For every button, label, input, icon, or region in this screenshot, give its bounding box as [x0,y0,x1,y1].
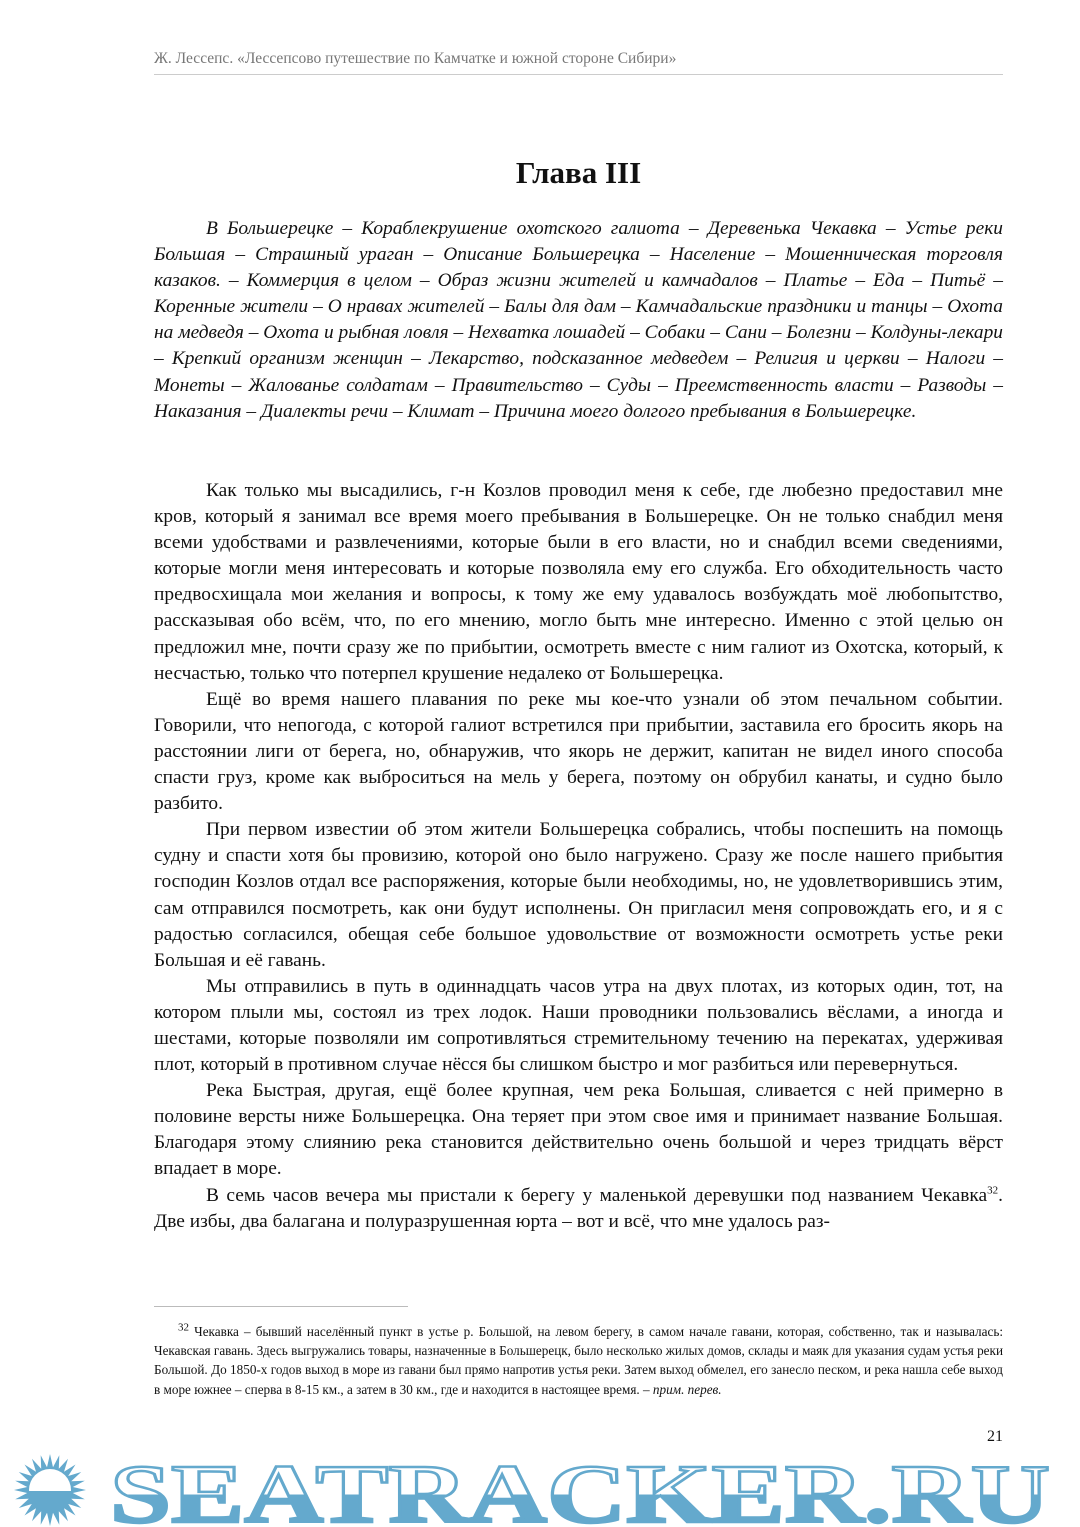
paragraph: Река Быстрая, другая, ещё более крупная, чем река Большая, сливается с ней примерно в половине версты ниже Большерецка. Она теряет при этом свое имя и принимает название Большая. Благодаря этому слиянию река становится действительно очень большой и через тридцать вёрст впадает в море. [154,1080,1003,1180]
footnote-number: 32 [178,1321,189,1334]
watermark-text: SEATRACKER.RU [110,1452,1050,1527]
sun-icon [14,1454,86,1526]
paragraph: Мы отправились в путь в одиннадцать часов утра на двух плотах, из которых один, тот, на котором плыли мы, состоял из трех лодок. Наши проводники пользовались вёслами, а иногда и шестами, которые позволяли им сопротивляться стремительному течению на перекатах, удерживая плот, который в противном случае нёсся бы слишком быстро и мог разбиться или перевернуться. [154,975,1003,1076]
main-text [154,478,1003,1235]
paragraph-text: В семь часов вечера мы пристали к берегу у маленькой деревушки под названием Чекавка [206,1184,988,1206]
page-number: 21 [987,1428,1003,1445]
footnote-text: Чекавка – бывший населённый пункт в устье р. Большой, на левом берегу, в самом начале гавани, которая, собственно, так и называлась: Чекавская гавань. Здесь выгружались товары, назначенные в Большерецк, было несколько жилых домов, склады и маяк для указания судам устья реки Большой. До 1850-х годов выход в море из гавани был прямо напротив устья реки. Затем выход обмелел, его занесло песком, и река нашла себе выход в море южнее – сперва в 8-15 км., а затем в 30 км., где и находится в настоящее время. – [154,1324,1004,1397]
paragraph: Как только мы высадились, г-н Козлов проводил меня к себе, где любезно предоставил мне кров, который я занимал все время моего пребывания в Большерецке. Он не только снабдил меня всеми удобствами и развлечениями, которые были в его власти, но и снабдил всеми сведениями, которые могли меня интересовать и которые позволяла ему его служба. Его обходительность часто предвосхищала мои желания и вопросы, к тому же ему удавалось возбуждать моё любопытство, рассказывая обо всём, что, по его мнению, могло быть мне интересно. Именно с этой целью он предложил мне, почти сразу же по прибытии, осмотреть вместе с ним галиот из Охотска, который, к несчастью, только что потерпел крушение недалеко от Большерецка. [154,480,1003,684]
footnote-author: прим. перев. [652,1381,722,1397]
paragraph: Ещё во время нашего плавания по реке мы кое-что узнали об этом печальном событии. Говорили, что непогода, с которой галиот встретился при прибытии, заставила его бросить якорь на расстоянии лиги от берега, но, обнаружив, что якорь не держит, капитан не видел иного способа спасти груз, кроме как выброситься на мель у берега, поэтому он обрубил канаты, и судно было разбито. [154,688,1003,815]
paragraph: При первом известии об этом жители Большерецка собрались, чтобы поспешить на помощь судну и спасти хотя бы провизию, которой оно было нагружено. Сразу же после нашего прибытия господин Козлов отдал все распоряжения, которые были необходимы, но, не удовлетворившись этим, сам отправился посмотреть, как они будут исполнены. Он пригласил меня сопровождать его, и я с радостью согласился, обещая себе большое удовольствие от возможности осмотреть устье реки Большая и её гавань. [154,819,1003,971]
watermark-logo [0,1452,1080,1527]
chapter-summary: В Большерецке – Кораблекрушение охотского галиота – Деревенька Чекавка – Устье реки Большая – Страшный ураган – Описание Большерецка – Население – Мошенническая торговля казаков. – Коммерция в целом – Образ жизни жителей и камчадалов – Платье – Еда – Питьё – Коренные жители – О нравах жителей – Балы для дам – Камчадальские праздники и танцы – Охота на медведя – Охота и рыбная ловля – Нехватка лошадей – Собаки – Сани – Болезни – Колдуны-лекари – Крепкий организм женщин – Лекарство, подсказанное медведем – Религия и церкви – Налоги – Монеты – Жалованье солдатам – Правительство – Суды – Преемственность власти – Разводы – Наказания – Диалекты речи – Климат – Причина моего долгого пребывания в Большерецке. [154,218,1003,422]
footnote-separator [154,1306,408,1307]
chapter-title: Глава III [515,155,642,190]
paragraph [154,1183,1003,1235]
footnote [154,1322,1003,1399]
paragraph-text: . Две избы, два балагана и полуразрушенная юрта – вот и всё, что мне удалось раз- [154,1184,1003,1232]
footnote-ref[interactable]: 32 [987,1184,999,1197]
running-header: Ж. Лессепс. «Лессепсово путешествие по Камчатке и южной стороне Сибири» [154,50,1003,75]
